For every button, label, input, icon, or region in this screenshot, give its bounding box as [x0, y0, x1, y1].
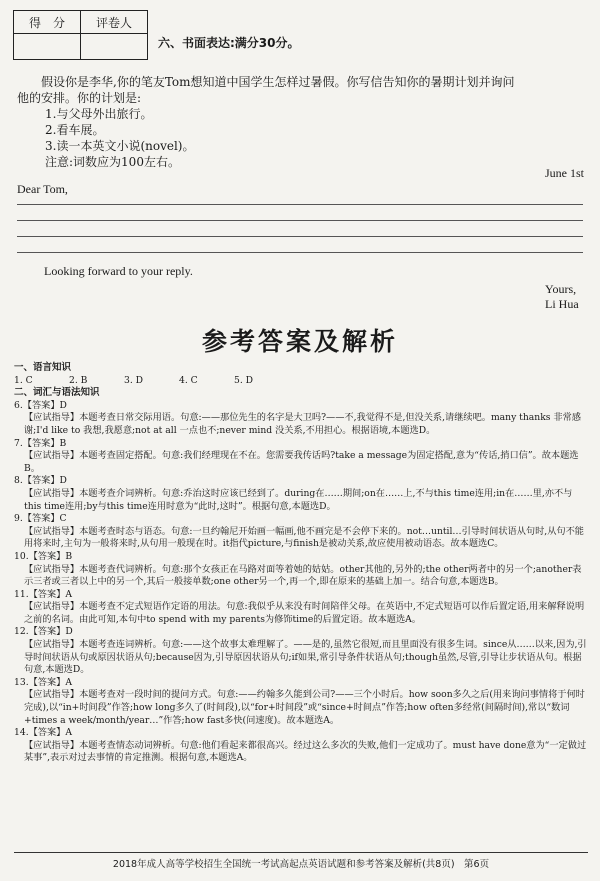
part1-answers — [14, 375, 588, 388]
item-answer: 10.【答案】B — [14, 550, 73, 562]
answer-item: 1. C — [14, 374, 33, 386]
letter-closing-line: Looking forward to your reply. — [44, 264, 193, 278]
answer-item: 5. D — [234, 374, 254, 386]
part2-heading: 二、词汇与语法知识 — [14, 387, 100, 399]
writing-line — [17, 252, 583, 253]
answer-title: 参考答案及解析 — [201, 327, 398, 356]
item-answer: 13.【答案】A — [14, 676, 72, 688]
answer-content — [14, 362, 588, 765]
writing-line — [17, 236, 583, 237]
page-footer: 2018年成人高等学校招生全国统一考试高起点英语试题和参考答案及解析(共8页) 第6页 — [14, 852, 588, 870]
letter-date: June 1st — [545, 166, 584, 180]
item-answer: 14.【答案】A — [14, 727, 72, 739]
prompt-note: 注意:词数应为100左右。 — [45, 155, 180, 169]
item-guide: 【应试指导】本题考查日常交际用语。句意:——那位先生的名字是大卫吗?——不,我觉得不是,但没关系,请继续吧。many thanks 非常感谢;I'd like to 我想,我愿意;not at all 一点也不;never mind 没关系,不用担心。根据语境,本题选D。 — [24, 412, 581, 436]
item-answer: 8.【答案】D — [14, 475, 67, 487]
item-guide: 【应试指导】本题考查连词辨析。句意:——这个故事太难理解了。——是的,虽然它很短,而且里面没有很多生词。since从……以来,因为,引导时间状语从句或原因状语从句;because因为,引导原因状语从句;if如果,常引导条件状语从句;though虽然,尽管,引导让步状语从句。根据句意,本题选D。 — [24, 639, 587, 676]
item-answer: 11.【答案】A — [14, 588, 72, 600]
item-guide: 【应试指导】本题考查情态动词辨析。句意:他们看起来都很高兴。经过这么多次的失败,他们一定成功了。must have done意为“一定做过某事”,表示对过去事情的肯定推测。根据句意,本题选A。 — [24, 739, 587, 764]
letter-signature: Li Hua — [545, 297, 579, 311]
item-guide: 【应试指导】本题考查时态与语态。句意:一旦约翰尼开始画一幅画,他不画完是不会停下来的。not…until…引导时间状语从句时,从句不能用将来时,主句为一般将来时,从句用一般现在时。it指代picture,与finish是被动关系,故应使用被动语态。故本题选C。 — [24, 525, 584, 550]
section-title: 六、书面表达:满分30分。 — [158, 36, 300, 50]
item-answer: 9.【答案】C — [14, 513, 67, 525]
item-answer: 7.【答案】B — [14, 437, 67, 449]
writing-line — [17, 220, 583, 221]
item-guide: 【应试指导】本题考查对一段时间的提问方式。句意:——约翰多久能到公司?——三个小时后。how soon多久之后(用来询问事情将于何时完成),以“in+时间段”作答;how long多久了(时间段),以“for+时间段”或“since+时间点”作答;how often多经常(间隔时间),常以“数词+times a week/month/year…”作答;how fast多快(问速度)。故本题选A。 — [24, 689, 585, 726]
answer-item: 3. D — [124, 374, 144, 386]
score-table — [13, 10, 148, 60]
writing-line — [17, 204, 583, 205]
grader-cell — [81, 34, 148, 60]
answer-item: 2. B — [69, 374, 88, 386]
prompt-intro-1: 假设你是李华,你的笔友Tom想知道中国学生怎样过暑假。你写信告知你的暑期计划并询问 — [41, 75, 515, 89]
plan-item: 3.读一本英文小说(novel)。 — [45, 139, 195, 153]
score-cell — [14, 34, 81, 60]
answer-item: 4. C — [179, 374, 198, 386]
item-guide: 【应试指导】本题考查不定式短语作定语的用法。句意:我似乎从来没有时间陪伴父母。在英语中,不定式短语可以作后置定语,用来解释说明之前的名词。由此可知,本句中to spend with my parents为修饰time的后置定语。故本题选A。 — [24, 601, 585, 625]
letter-greeting: Dear Tom, — [17, 182, 68, 196]
item-answer: 6.【答案】D — [14, 399, 67, 411]
item-guide: 【应试指导】本题考查代词辨析。句意:那个女孩正在马路对面等着她的姑姑。other其他的,另外的;the other两者中的另一个;another表示三者或三者以上中的另一个,其后一般接单数;one other另一个,再一个,即在原来的基础上加一。结合句意,本题选B。 — [24, 563, 582, 588]
item-guide: 【应试指导】本题考查介词辨析。句意:乔治这时应该已经到了。during在……期间;on在……上,不与this time连用;in在……里,亦不与this time连用;by与this time连用时意为“此时,这时”。根据句意,本题选D。 — [24, 487, 573, 512]
item-answer: 12.【答案】D — [14, 626, 73, 638]
part1-heading: 一、语言知识 — [14, 362, 72, 373]
plan-item: 2.看车展。 — [45, 123, 105, 137]
grader-header: 评卷人 — [81, 11, 148, 34]
prompt-intro-2: 他的安排。你的计划是: — [17, 91, 142, 105]
score-header: 得 分 — [14, 11, 81, 34]
plan-item: 1.与父母外出旅行。 — [45, 107, 153, 121]
letter-sign-off: Yours, — [545, 282, 577, 296]
item-guide: 【应试指导】本题考查固定搭配。句意:我们经理现在不在。您需要我传话吗?take a message为固定搭配,意为“传话,捎口信”。故本题选B。 — [24, 450, 579, 474]
